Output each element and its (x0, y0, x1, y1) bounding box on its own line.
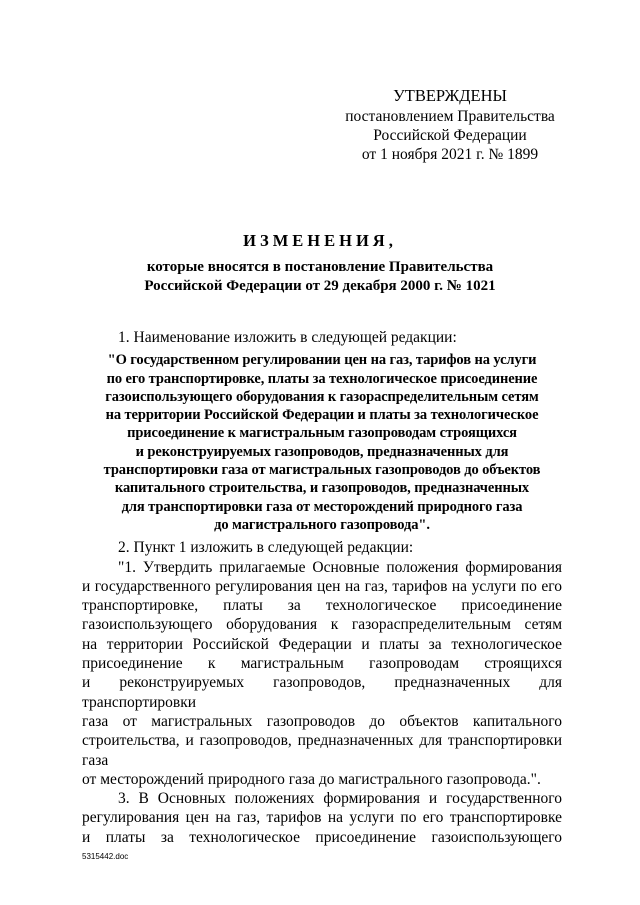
quote-line: присоединение к магистральным газопроводам строящихся (127, 425, 517, 442)
quote-line: по его транспортировке, платы за технологическое присоединение (106, 370, 538, 387)
item-3-text (82, 789, 562, 847)
quote-line: капитального строительства, и газопроводов, предназначенных (114, 480, 530, 497)
text-line: транспортировке, платы за технологическое присоединение (82, 597, 562, 615)
quote-line: до магистрального газопровода". (214, 516, 430, 533)
text-line: от месторождений природного газа до магистрального газопровода.". (82, 770, 541, 788)
text-line: и платы за технологическое присоединение газоиспользующего (82, 828, 562, 846)
text-line: строительства, и газопроводов, предназначенных для транспортировки газа (82, 732, 562, 769)
text-line: "1. Утвердить прилагаемые Основные положения формирования (118, 558, 562, 576)
approval-line-2: Российской Федерации (373, 127, 527, 144)
approval-title: УТВЕРЖДЕНЫ (393, 86, 507, 105)
text-line: и реконструируемых газопроводов, предназначенных для транспортировки (82, 674, 562, 711)
quote-line: "О государственном регулировании цен на газ, тарифов на услуги (107, 352, 537, 369)
quote-line: на территории Российской Федерации и платы за технологическое (105, 407, 539, 424)
item-1-quote (82, 351, 562, 534)
approval-line-3: от 1 ноября 2021 г. № 1899 (361, 146, 539, 163)
document-subtitle (0, 258, 640, 296)
document-body (82, 328, 562, 847)
text-line: 3. В Основных положениях формирования и государственного (118, 790, 562, 808)
subtitle-line-2: Российской Федерации от 29 декабря 2000 г. № 1021 (144, 278, 496, 294)
quote-line: и реконструируемых газопроводов, предназначенных для (135, 443, 509, 460)
approval-block (300, 86, 600, 164)
quote-line: для транспортировки газа от месторождений природного газа (121, 498, 523, 515)
quote-line: газоиспользующего оборудования к газораспределительным сетям (105, 388, 539, 405)
text-line: и государственного регулирования цен на газ, тарифов на услуги по его (82, 577, 562, 595)
document-reference: 5315442.doc (82, 852, 129, 861)
approval-line-1: постановлением Правительства (345, 108, 555, 125)
document-title: ИЗМЕНЕНИЯ, (243, 231, 397, 250)
item-2-text (82, 558, 562, 790)
text-line: присоединение к магистральным газопроводам строящихся (82, 655, 562, 673)
item-1-intro: 1. Наименование изложить в следующей редакции: (118, 329, 457, 346)
text-line: на территории Российской Федерации и платы за технологическое (82, 635, 562, 653)
text-line: газоиспользующего оборудования к газораспределительным сетям (82, 616, 562, 634)
text-line: газа от магистральных газопроводов до объектов капитального (82, 712, 562, 730)
subtitle-line-1: которые вносятся в постановление Правительства (146, 259, 494, 275)
text-line: регулирования цен на газ, тарифов на услуги по его транспортировке (82, 809, 562, 827)
quote-line: транспортировки газа от магистральных газопроводов до объектов (103, 462, 541, 479)
item-2-intro: 2. Пункт 1 изложить в следующей редакции: (118, 539, 414, 557)
